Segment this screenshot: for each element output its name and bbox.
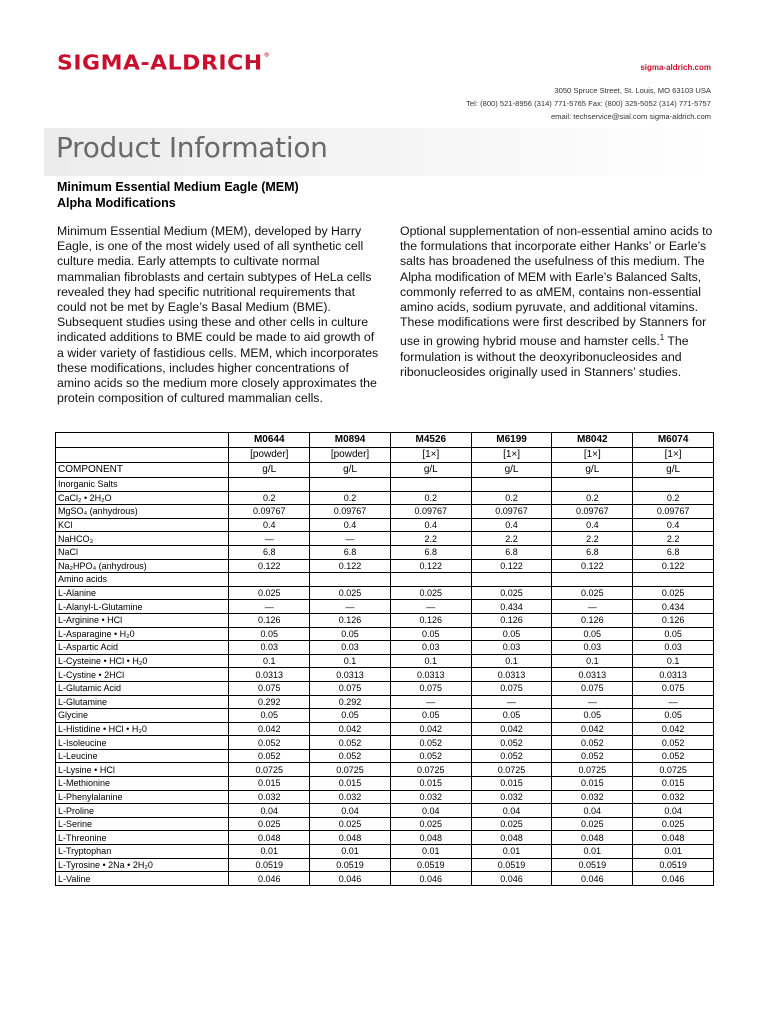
component-name-cell: L-Proline (56, 804, 229, 818)
value-cell: 0.03 (633, 641, 714, 655)
value-cell: 0.015 (229, 777, 310, 791)
value-cell: 0.4 (471, 518, 552, 532)
value-cell: 0.075 (633, 681, 714, 695)
component-name-cell: L-Arginine • HCl (56, 613, 229, 627)
product-code-cell: M0894 (310, 433, 391, 448)
value-cell (552, 478, 633, 492)
table-row (56, 613, 714, 627)
unit-cell: g/L (229, 463, 310, 478)
value-cell: — (390, 600, 471, 614)
value-cell: 0.075 (310, 681, 391, 695)
value-cell: 6.8 (310, 545, 391, 559)
value-cell: 0.015 (633, 777, 714, 791)
value-cell: 0.05 (390, 627, 471, 641)
value-cell: 0.052 (633, 736, 714, 750)
value-cell: 0.05 (471, 627, 552, 641)
value-cell: 0.122 (229, 559, 310, 573)
value-cell: 0.0725 (471, 763, 552, 777)
logo-text: SIGMA-ALDRICH (57, 52, 263, 75)
value-cell: 0.052 (229, 736, 310, 750)
value-cell: 0.052 (552, 736, 633, 750)
component-name-cell: L-Alanyl-L-Glutamine (56, 600, 229, 614)
value-cell: 0.052 (229, 749, 310, 763)
component-name-cell: L-Methionine (56, 777, 229, 791)
value-cell: 0.0725 (310, 763, 391, 777)
value-cell: 0.1 (471, 654, 552, 668)
value-cell: 0.046 (471, 872, 552, 886)
value-cell: 0.0313 (310, 668, 391, 682)
header-blank-cell (56, 433, 229, 448)
unit-cell: g/L (552, 463, 633, 478)
value-cell: 0.015 (471, 777, 552, 791)
value-cell: 0.122 (633, 559, 714, 573)
value-cell: 0.09767 (390, 505, 471, 519)
value-cell: 0.032 (471, 790, 552, 804)
value-cell: 0.052 (471, 749, 552, 763)
form-cell: [powder] (229, 448, 310, 463)
product-title-line1: Minimum Essential Medium Eagle (MEM) (57, 180, 299, 194)
value-cell: 0.052 (310, 749, 391, 763)
value-cell: 0.122 (471, 559, 552, 573)
value-cell: 0.046 (390, 872, 471, 886)
value-cell: 0.04 (471, 804, 552, 818)
component-name-cell: KCl (56, 518, 229, 532)
table-row (56, 491, 714, 505)
product-code-cell: M6199 (471, 433, 552, 448)
value-cell: — (310, 600, 391, 614)
value-cell: 0.025 (229, 817, 310, 831)
product-code-cell: M6074 (633, 433, 714, 448)
value-cell: — (633, 695, 714, 709)
right-paragraph-part1: Optional supplementation of non-essential amino acids to the formulations that incorporate either Hanks’ or Earle’s salts has broadened the usefulness of this medium. The Alpha modification of MEM with Earle’s Balanced Salts, commonly referred to as αMEM, contains non-essential amino acids, sodium pyruvate, and additional vitamins. These modifications were first described by Stanners for use in growing hybrid mouse and hamster cells. (400, 224, 713, 349)
value-cell: 0.046 (229, 872, 310, 886)
value-cell: 0.01 (229, 845, 310, 859)
value-cell: 0.126 (471, 613, 552, 627)
value-cell: 0.03 (310, 641, 391, 655)
product-code-cell: M8042 (552, 433, 633, 448)
value-cell: 0.1 (229, 654, 310, 668)
value-cell: — (310, 532, 391, 546)
table-row (56, 654, 714, 668)
value-cell: 2.2 (390, 532, 471, 546)
value-cell: 0.04 (633, 804, 714, 818)
component-name-cell: L-Aspartic Acid (56, 641, 229, 655)
value-cell: 0.126 (229, 613, 310, 627)
value-cell: 0.122 (552, 559, 633, 573)
value-cell (633, 478, 714, 492)
product-code-cell: M0644 (229, 433, 310, 448)
table-row (56, 709, 714, 723)
contact-block (466, 84, 711, 123)
value-cell: 0.0519 (390, 858, 471, 872)
value-cell: 0.032 (310, 790, 391, 804)
value-cell: — (552, 695, 633, 709)
value-cell: 0.292 (310, 695, 391, 709)
table-row (56, 845, 714, 859)
component-name-cell: L-Lysine • HCl (56, 763, 229, 777)
value-cell: 0.0519 (633, 858, 714, 872)
value-cell: 0.126 (633, 613, 714, 627)
component-name-cell: L-Threonine (56, 831, 229, 845)
value-cell: 0.434 (633, 600, 714, 614)
table-row (56, 763, 714, 777)
composition-table (55, 432, 714, 886)
value-cell: 0.032 (633, 790, 714, 804)
value-cell: 0.03 (229, 641, 310, 655)
value-cell: 0.1 (633, 654, 714, 668)
value-cell: 6.8 (633, 545, 714, 559)
value-cell: 0.0519 (552, 858, 633, 872)
value-cell: 0.4 (552, 518, 633, 532)
product-heading (57, 179, 299, 211)
value-cell: 0.025 (390, 586, 471, 600)
value-cell: 0.122 (390, 559, 471, 573)
value-cell: 0.126 (390, 613, 471, 627)
table-row (56, 722, 714, 736)
value-cell: 0.042 (229, 722, 310, 736)
value-cell: 0.015 (552, 777, 633, 791)
table-row (56, 681, 714, 695)
value-cell: 0.048 (471, 831, 552, 845)
value-cell: 0.126 (552, 613, 633, 627)
value-cell: 0.0519 (471, 858, 552, 872)
value-cell: 0.0725 (229, 763, 310, 777)
section-label-cell: Amino acids (56, 573, 229, 587)
component-name-cell: L-Alanine (56, 586, 229, 600)
value-cell: 2.2 (552, 532, 633, 546)
section-label-cell: Inorganic Salts (56, 478, 229, 492)
table-row (56, 627, 714, 641)
value-cell: 0.052 (552, 749, 633, 763)
form-cell: [1×] (390, 448, 471, 463)
value-cell: 0.01 (552, 845, 633, 859)
unit-cell: g/L (310, 463, 391, 478)
component-name-cell: MgSO₄ (anhydrous) (56, 505, 229, 519)
value-cell: 0.4 (633, 518, 714, 532)
value-cell: 0.048 (390, 831, 471, 845)
value-cell: 0.01 (633, 845, 714, 859)
header-blank-cell (56, 448, 229, 463)
value-cell: 0.2 (471, 491, 552, 505)
component-name-cell: CaCl₂ • 2H₂O (56, 491, 229, 505)
value-cell: 0.05 (229, 627, 310, 641)
value-cell: 0.05 (633, 709, 714, 723)
value-cell: 0.434 (471, 600, 552, 614)
value-cell: 0.1 (390, 654, 471, 668)
value-cell: 0.05 (310, 627, 391, 641)
value-cell: 0.042 (552, 722, 633, 736)
component-name-cell: NaCl (56, 545, 229, 559)
composition-table-body (56, 433, 714, 886)
units-row (56, 463, 714, 478)
sigma-aldrich-logo (57, 52, 270, 75)
value-cell (229, 478, 310, 492)
table-row (56, 545, 714, 559)
form-cell: [1×] (471, 448, 552, 463)
value-cell: 0.05 (552, 709, 633, 723)
value-cell: — (229, 532, 310, 546)
value-cell: 0.0725 (390, 763, 471, 777)
product-code-cell: M4526 (390, 433, 471, 448)
component-name-cell: L-Valine (56, 872, 229, 886)
table-row (56, 858, 714, 872)
component-name-cell: L-Serine (56, 817, 229, 831)
value-cell: 0.042 (390, 722, 471, 736)
value-cell: 0.0313 (471, 668, 552, 682)
value-cell: 0.025 (633, 817, 714, 831)
value-cell (390, 478, 471, 492)
component-name-cell: L-Phenylalanine (56, 790, 229, 804)
address-line: 3050 Spruce Street, St. Louis, MO 63103 USA (554, 86, 711, 95)
value-cell: 0.2 (633, 491, 714, 505)
table-row (56, 777, 714, 791)
value-cell: 0.09767 (633, 505, 714, 519)
value-cell: 0.05 (310, 709, 391, 723)
value-cell: 2.2 (633, 532, 714, 546)
value-cell: 0.09767 (310, 505, 391, 519)
component-name-cell: L-Asparagine • H₂0 (56, 627, 229, 641)
component-name-cell: L-Cystine • 2HCl (56, 668, 229, 682)
table-row (56, 559, 714, 573)
banner-title: Product Information (56, 131, 328, 164)
value-cell: 0.09767 (552, 505, 633, 519)
registered-mark: ® (263, 52, 271, 59)
value-cell: 0.04 (390, 804, 471, 818)
table-row (56, 600, 714, 614)
component-name-cell: L-Glutamic Acid (56, 681, 229, 695)
value-cell: 0.052 (633, 749, 714, 763)
value-cell: 0.03 (471, 641, 552, 655)
value-cell: 0.052 (390, 749, 471, 763)
value-cell: 6.8 (552, 545, 633, 559)
table-row (56, 586, 714, 600)
value-cell: 0.032 (552, 790, 633, 804)
value-cell: 0.052 (310, 736, 391, 750)
value-cell: 0.05 (471, 709, 552, 723)
form-cell: [1×] (552, 448, 633, 463)
unit-cell: g/L (633, 463, 714, 478)
component-name-cell: L-Isoleucine (56, 736, 229, 750)
value-cell: 0.075 (229, 681, 310, 695)
value-cell: 0.025 (471, 586, 552, 600)
value-cell: 0.03 (552, 641, 633, 655)
value-cell: 0.01 (390, 845, 471, 859)
value-cell: 0.01 (310, 845, 391, 859)
value-cell: 0.2 (310, 491, 391, 505)
value-cell: 0.015 (310, 777, 391, 791)
section-row (56, 573, 714, 587)
value-cell: 0.04 (229, 804, 310, 818)
table-row (56, 641, 714, 655)
component-name-cell: L-Histidine • HCl • H₂0 (56, 722, 229, 736)
value-cell: 0.0313 (390, 668, 471, 682)
value-cell (310, 573, 391, 587)
table-row (56, 532, 714, 546)
value-cell: 0.05 (633, 627, 714, 641)
value-cell: 0.4 (390, 518, 471, 532)
table-row (56, 831, 714, 845)
value-cell: 0.292 (229, 695, 310, 709)
value-cell: 6.8 (390, 545, 471, 559)
value-cell: 0.025 (310, 586, 391, 600)
value-cell: 0.048 (633, 831, 714, 845)
right-paragraph-part2: The formulation is without the deoxyribonucleosides and ribonucleosides originally used in Stanners’ studies. (400, 334, 689, 379)
value-cell (552, 573, 633, 587)
value-cell: 0.122 (310, 559, 391, 573)
value-cell: 0.1 (310, 654, 391, 668)
value-cell (471, 573, 552, 587)
value-cell: — (390, 695, 471, 709)
value-cell: 0.2 (229, 491, 310, 505)
unit-cell: g/L (390, 463, 471, 478)
reference-marker: 1 (659, 333, 665, 343)
value-cell: 0.025 (552, 817, 633, 831)
value-cell: 0.046 (310, 872, 391, 886)
table-row (56, 817, 714, 831)
value-cell: 0.042 (310, 722, 391, 736)
table-row (56, 668, 714, 682)
email-line: email: techservice@sial.com sigma-aldrich.com (550, 112, 711, 121)
value-cell: 0.052 (390, 736, 471, 750)
value-cell: 0.075 (471, 681, 552, 695)
value-cell: 0.05 (390, 709, 471, 723)
value-cell: 0.025 (471, 817, 552, 831)
value-cell: — (471, 695, 552, 709)
table-row (56, 518, 714, 532)
value-cell: 0.0313 (633, 668, 714, 682)
phone-fax-line: Tel: (800) 521-8956 (314) 771-5765 Fax: (800) 325-5052 (314) 771-5757 (466, 99, 711, 108)
value-cell (390, 573, 471, 587)
value-cell: 0.0519 (229, 858, 310, 872)
value-cell: 0.4 (229, 518, 310, 532)
value-cell: 0.1 (552, 654, 633, 668)
value-cell: 0.052 (471, 736, 552, 750)
component-name-cell: Na₂HPO₄ (anhydrous) (56, 559, 229, 573)
value-cell: 0.025 (390, 817, 471, 831)
value-cell: 0.2 (552, 491, 633, 505)
component-name-cell: L-Leucine (56, 749, 229, 763)
form-cell: [powder] (310, 448, 391, 463)
value-cell (633, 573, 714, 587)
intro-paragraph-right (400, 224, 716, 380)
value-cell (471, 478, 552, 492)
table-row (56, 749, 714, 763)
value-cell: 0.046 (552, 872, 633, 886)
value-cell: 0.015 (390, 777, 471, 791)
value-cell: 0.01 (471, 845, 552, 859)
value-cell: 0.048 (229, 831, 310, 845)
value-cell: 0.0725 (633, 763, 714, 777)
value-cell: 0.025 (633, 586, 714, 600)
component-label-cell: COMPONENT (56, 463, 229, 478)
value-cell: 0.0313 (229, 668, 310, 682)
value-cell: 0.09767 (471, 505, 552, 519)
form-row (56, 448, 714, 463)
component-name-cell: L-Cysteine • HCl • H₂0 (56, 654, 229, 668)
product-code-row (56, 433, 714, 448)
value-cell: 0.075 (390, 681, 471, 695)
value-cell: 0.032 (229, 790, 310, 804)
value-cell: 6.8 (471, 545, 552, 559)
value-cell: 0.048 (310, 831, 391, 845)
value-cell: 0.025 (310, 817, 391, 831)
value-cell: 0.09767 (229, 505, 310, 519)
value-cell: 0.025 (552, 586, 633, 600)
value-cell: 0.126 (310, 613, 391, 627)
value-cell: 0.046 (633, 872, 714, 886)
value-cell: 0.042 (633, 722, 714, 736)
component-name-cell: L-Tyrosine • 2Na • 2H₂0 (56, 858, 229, 872)
value-cell: — (552, 600, 633, 614)
table-row (56, 505, 714, 519)
value-cell: 0.0519 (310, 858, 391, 872)
value-cell: 0.04 (552, 804, 633, 818)
value-cell: 2.2 (471, 532, 552, 546)
value-cell (229, 573, 310, 587)
table-row (56, 695, 714, 709)
value-cell: 0.03 (390, 641, 471, 655)
value-cell: 6.8 (229, 545, 310, 559)
component-name-cell: L-Tryptophan (56, 845, 229, 859)
intro-paragraph-left: Minimum Essential Medium (MEM), developed by Harry Eagle, is one of the most widely used of all synthetic cell culture media. Early attempts to cultivate normal mammalian fibroblasts and certain subtypes of HeLa cells revealed they had specific nutritional requirements that could not be met by Eagle’s Basal Medium (BME). Subsequent studies using these and other cells in culture indicated additions to BME could be made to aid growth of a wider variety of fastidious cells. MEM, which incorporates these modifications, includes higher concentrations of amino acids so the medium more closely approximates the protein composition of cultured mammalian cells. (57, 224, 379, 406)
product-title-line2: Alpha Modifications (57, 196, 176, 210)
website-link[interactable]: sigma-aldrich.com (640, 63, 711, 72)
value-cell: 0.0313 (552, 668, 633, 682)
component-name-cell: NaHCO₃ (56, 532, 229, 546)
value-cell: 0.05 (229, 709, 310, 723)
table-row (56, 736, 714, 750)
value-cell: 0.025 (229, 586, 310, 600)
table-row (56, 804, 714, 818)
value-cell: 0.04 (310, 804, 391, 818)
value-cell: 0.05 (552, 627, 633, 641)
value-cell: 0.0725 (552, 763, 633, 777)
component-name-cell: L-Glutamine (56, 695, 229, 709)
value-cell: 0.042 (471, 722, 552, 736)
value-cell: 0.2 (390, 491, 471, 505)
value-cell: 0.075 (552, 681, 633, 695)
unit-cell: g/L (471, 463, 552, 478)
table-row (56, 872, 714, 886)
table-row (56, 790, 714, 804)
value-cell: 0.048 (552, 831, 633, 845)
value-cell: 0.032 (390, 790, 471, 804)
form-cell: [1×] (633, 448, 714, 463)
component-name-cell: Glycine (56, 709, 229, 723)
value-cell: — (229, 600, 310, 614)
value-cell: 0.4 (310, 518, 391, 532)
value-cell (310, 478, 391, 492)
section-row (56, 478, 714, 492)
